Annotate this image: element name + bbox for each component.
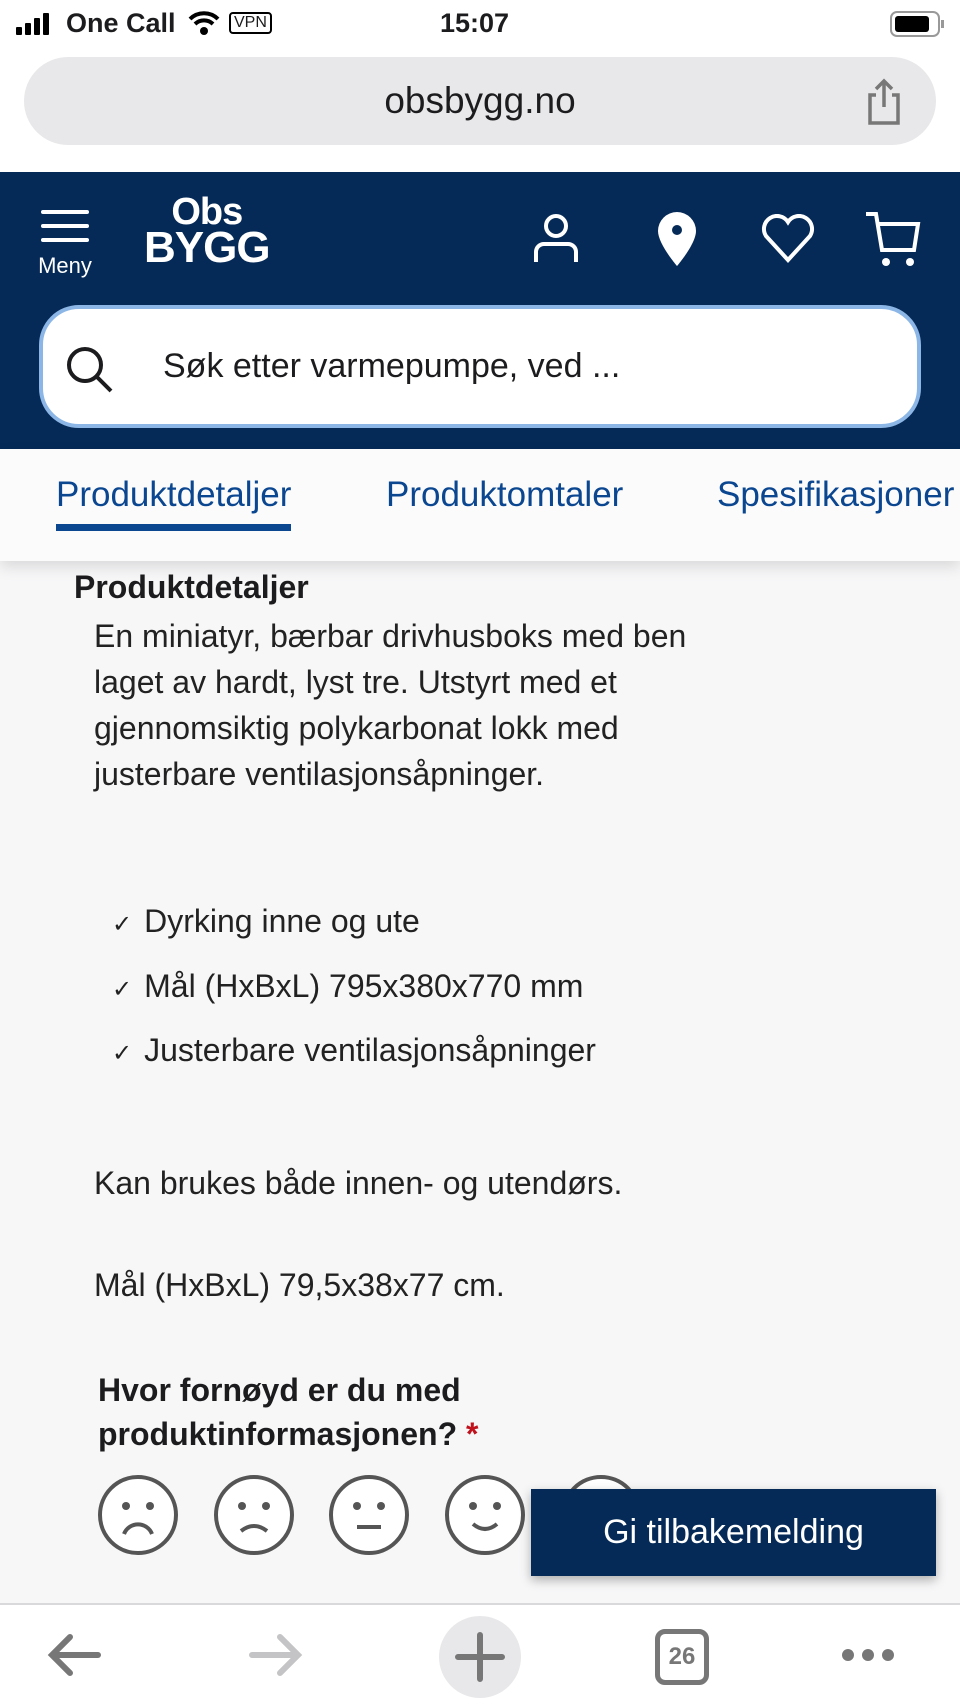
battery-icon [890,10,946,38]
new-tab-plus-icon[interactable] [438,1615,522,1699]
section-heading: Produktdetaljer [74,569,309,605]
usage-text: Kan brukes både innen- og utendørs. [94,1165,623,1201]
share-icon[interactable] [862,77,906,127]
description-line: laget av hardt, lyst tre. Utstyrt med et [94,664,617,700]
address-bar[interactable] [24,57,936,145]
carrier-name: One Call [66,8,176,38]
neutral-face-icon[interactable] [328,1474,410,1556]
feature-text: Mål (HxBxL) 795x380x770 mm [144,968,584,1004]
feature-text: Justerbare ventilasjonsåpninger [144,1032,596,1068]
check-icon: ✓ [112,911,133,938]
description-line: gjennomsiktig polykarbonat lokk med [94,710,619,746]
tab-spesifikasjoner[interactable]: Spesifikasjoner [717,475,955,514]
tabs-count-button[interactable]: 26 [655,1629,709,1685]
feature-text: Dyrking inne og ute [144,903,420,939]
very-unhappy-face-icon[interactable] [97,1474,179,1556]
logo-line1: Obs [171,191,243,233]
description-line: justerbare ventilasjonsåpninger. [94,756,545,792]
tab-produktomtaler[interactable]: Produktomtaler [386,475,624,514]
obs-bygg-logo[interactable] [144,191,270,272]
happy-face-icon[interactable] [444,1474,526,1556]
question-line: Hvor fornøyd er du med [98,1372,461,1408]
cart-icon[interactable] [864,210,924,268]
required-marker: * [466,1416,479,1452]
menu-button[interactable] [30,208,100,279]
feature-item [112,903,420,940]
search-icon [65,345,115,395]
feature-item [112,968,583,1005]
back-arrow-icon[interactable] [44,1623,104,1683]
feedback-question [98,1368,478,1456]
wifi-icon [188,10,220,36]
url-text: obsbygg.no [384,80,576,121]
check-icon: ✓ [112,976,133,1003]
dimensions-text: Mål (HxBxL) 79,5x38x77 cm. [94,1267,505,1303]
description-line: En miniatyr, bærbar drivhusboks med ben [94,618,687,654]
product-description [94,613,686,797]
search-input[interactable] [39,305,921,428]
signal-icon [16,12,56,36]
product-tabs [0,449,960,561]
logo-line2: BYGG [144,223,270,272]
browser-toolbar [0,1603,960,1707]
check-icon: ✓ [112,1040,133,1067]
wishlist-heart-icon[interactable] [760,214,816,264]
status-bar [0,0,960,50]
search-placeholder: Søk etter varmepumpe, ved ... [163,347,621,385]
clock: 15:07 [440,8,510,38]
more-menu-icon[interactable] [840,1623,896,1683]
tab-produktdetaljer[interactable]: Produktdetaljer [56,475,292,514]
vpn-badge: VPN [229,12,272,34]
give-feedback-button[interactable]: Gi tilbakemelding [531,1489,936,1576]
forward-arrow-icon[interactable] [246,1623,306,1683]
unhappy-face-icon[interactable] [213,1474,295,1556]
account-icon[interactable] [532,212,580,264]
hamburger-icon [41,208,89,244]
question-line: produktinformasjonen? [98,1416,458,1452]
menu-label: Meny [38,253,92,278]
store-location-icon[interactable] [656,210,698,268]
feature-item [112,1032,596,1069]
